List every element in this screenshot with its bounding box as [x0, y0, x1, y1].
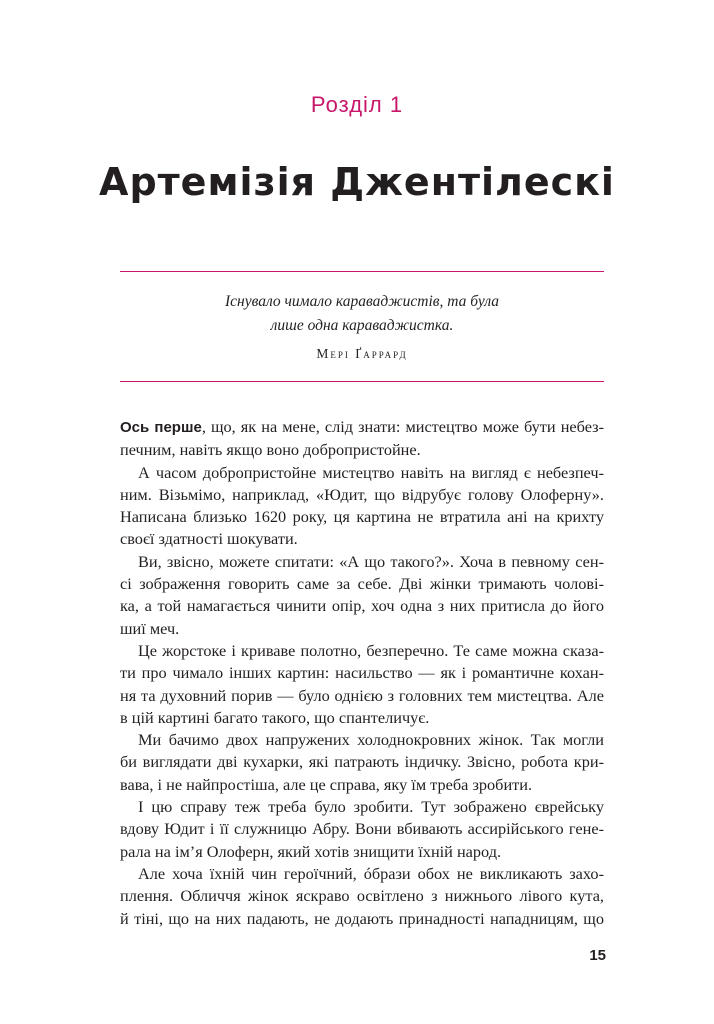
paragraph-line: печним, навіть якщо воно добропристойне. [120, 440, 421, 460]
body-text [120, 416, 604, 930]
paragraph-line: ним. Візьмімо, наприклад, «Юдит, що відрубує голову Олоферну». [120, 484, 604, 504]
paragraph-line: А часом добропристойне мистецтво навіть на вигляд є небезпеч- [138, 462, 604, 482]
paragraph-line: І цю справу теж треба було зробити. Тут зображено єврейську [138, 797, 604, 817]
epigraph-line: лише одна караваджистка. [270, 317, 454, 334]
paragraph-line: своєї здатності шокувати. [120, 529, 298, 549]
paragraph-line: ка, а той намагається чинити опір, хоч одна з них притисла до його [120, 596, 604, 616]
lead-bold-phrase: Ось перше [120, 419, 202, 436]
epigraph [120, 290, 604, 338]
chapter-title: Артемізія Джентілескі [99, 160, 615, 204]
paragraph-line: би виглядати дві кухарки, які патрають індичку. Звісно, робота кри- [120, 752, 604, 772]
paragraph-line: ти про чимало інших картин: насильство — як і романтичне кохан- [120, 663, 604, 683]
paragraph-line: Це жорстоке і криваве полотно, безперечно. Те саме можна сказа- [138, 640, 604, 660]
page-number: 15 [589, 947, 606, 964]
paragraph-line: плення. Обличчя жінок яскраво освітлено з нижнього лівого кута, [120, 886, 604, 906]
epigraph-top-rule [120, 271, 604, 272]
paragraph-line: рала на ім’я Олоферн, який хотів знищити їхній народ. [120, 841, 502, 861]
paragraph-line-text: , що, як на мене, слід знати: мистецтво може бути небез- [201, 417, 604, 436]
paragraph-line: Але хоча їхній чин героїчний, óбрази обох не викликають захо- [138, 863, 604, 883]
paragraph-line: Ви, звісно, можете спитати: «А що такого?». Хоча в певному сен- [138, 551, 604, 571]
paragraph-line: вдову Юдит і її служницю Абру. Вони вбивають ассирійського гене- [120, 819, 604, 839]
epigraph-author: Мері Ґаррард [316, 346, 408, 361]
paragraph-line: сі зображення говорить саме за себе. Дві жінки тримають чолові- [120, 574, 604, 594]
paragraph-line: вава, і не найпростіша, але це справа, яку їм треба зробити. [120, 774, 533, 794]
paragraph-line: в цій картині багато такого, що спантеличує. [120, 707, 430, 727]
paragraph-line: Ми бачимо двох напружених холоднокровних жінок. Так могли [138, 730, 604, 750]
paragraph-line: й тіні, що на них падають, не додають принадності нападницям, що [120, 908, 604, 928]
paragraph-line: шиї меч. [120, 618, 180, 638]
paragraph-line: Написана близько 1620 року, ця картина не втратила ані на крихту [120, 507, 604, 527]
paragraph-line: ня та духовний порив — було однією з головних тем мистецтва. Але [120, 685, 604, 705]
epigraph-line: Існувало чимало караваджистів, та була [224, 293, 500, 310]
paragraph-line [120, 416, 604, 439]
epigraph-bottom-rule [120, 381, 604, 382]
chapter-label: Розділ 1 [310, 92, 404, 117]
